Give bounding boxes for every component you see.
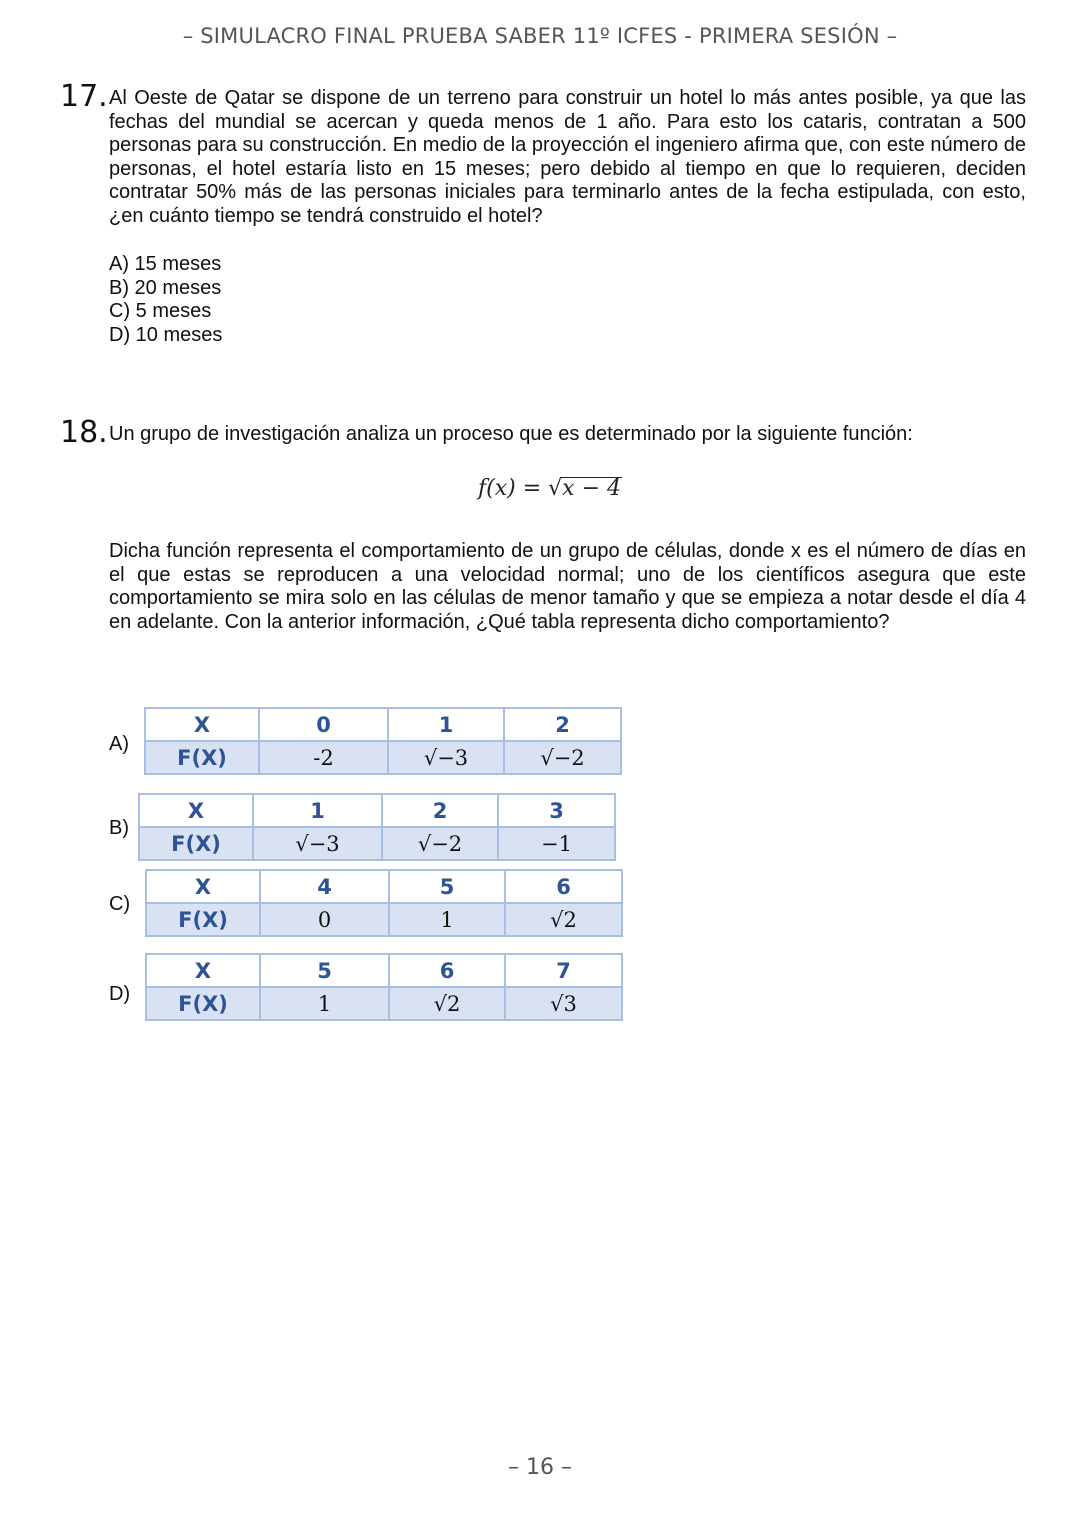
table-c-label: C)	[109, 893, 131, 915]
row-fx-label: F(X)	[139, 827, 253, 860]
fx-value: √3	[505, 987, 622, 1020]
x-value: 0	[259, 708, 388, 741]
question-17-number: 17.	[60, 79, 108, 114]
fx-value: √−2	[382, 827, 498, 860]
table-option-c	[145, 869, 623, 937]
question-17-options	[109, 253, 222, 347]
table-option-d	[145, 953, 623, 1021]
function-formula	[478, 476, 622, 501]
row-fx-label: F(X)	[145, 741, 259, 774]
page-number: – 16 –	[508, 1455, 572, 1480]
table-b-label: B)	[109, 817, 129, 839]
page-header: – SIMULACRO FINAL PRUEBA SABER 11º ICFES - PRIMERA SESIÓN –	[182, 24, 898, 48]
fx-value: √2	[505, 903, 622, 936]
fx-value: 1	[389, 903, 505, 936]
row-x-label: X	[146, 954, 260, 987]
x-value: 1	[253, 794, 382, 827]
option-c: C) 5 meses	[109, 300, 212, 323]
x-value: 1	[388, 708, 504, 741]
row-x-label: X	[146, 870, 260, 903]
fx-value: -2	[259, 741, 388, 774]
x-value: 3	[498, 794, 615, 827]
fx-value: √−2	[504, 741, 621, 774]
x-value: 4	[260, 870, 389, 903]
option-b: B) 20 meses	[109, 276, 222, 299]
fx-value: √2	[389, 987, 505, 1020]
formula-radicand: x − 4	[562, 476, 621, 501]
fx-value: 0	[260, 903, 389, 936]
row-x-label: X	[139, 794, 253, 827]
sqrt-icon: √	[548, 476, 563, 501]
fx-value: √−3	[253, 827, 382, 860]
fx-value: √−3	[388, 741, 504, 774]
question-17-text: Al Oeste de Qatar se dispone de un terreno para construir un hotel lo más antes posible, ya que las fechas del mundial se acercan y queda menos de 1 año. Para esto los cataris, contratan a 500 personas para su construcción. En medio de la proyección el ingeniero afirma que, con este número de personas, el hotel estaría listo en 15 meses; pero debido al tiempo en que lo requieren, deciden contratar 50% más de las personas iniciales para terminarlo antes de la fecha estipulada, con esto, ¿en cuánto tiempo se tendrá construido el hotel?	[109, 87, 1026, 227]
table-option-a	[144, 707, 622, 775]
option-d: D) 10 meses	[109, 323, 223, 346]
option-a: A) 15 meses	[109, 253, 222, 275]
table-d-label: D)	[109, 983, 131, 1005]
formula-lhs: f(x) =	[478, 476, 549, 501]
question-18-intro: Un grupo de investigación analiza un proceso que es determinado por la siguiente función:	[109, 423, 913, 445]
fx-value: 1	[260, 987, 389, 1020]
row-fx-label: F(X)	[146, 903, 260, 936]
fx-value: −1	[498, 827, 615, 860]
row-x-label: X	[145, 708, 259, 741]
x-value: 2	[382, 794, 498, 827]
x-value: 2	[504, 708, 621, 741]
question-18-number: 18.	[60, 415, 108, 450]
table-option-b	[138, 793, 616, 861]
x-value: 5	[260, 954, 389, 987]
x-value: 5	[389, 870, 505, 903]
x-value: 6	[505, 870, 622, 903]
row-fx-label: F(X)	[146, 987, 260, 1020]
x-value: 6	[389, 954, 505, 987]
table-a-label: A)	[109, 733, 129, 755]
question-18-text: Dicha función representa el comportamiento de un grupo de células, donde x es el número de días en el que estas se reproducen a una velocidad normal; uno de los científicos asegura que este comportamiento se mira solo en las células de menor tamaño y que se empieza a notar desde el día 4 en adelante. Con la anterior información, ¿Qué tabla representa dicho comportamiento?	[109, 540, 1026, 633]
x-value: 7	[505, 954, 622, 987]
